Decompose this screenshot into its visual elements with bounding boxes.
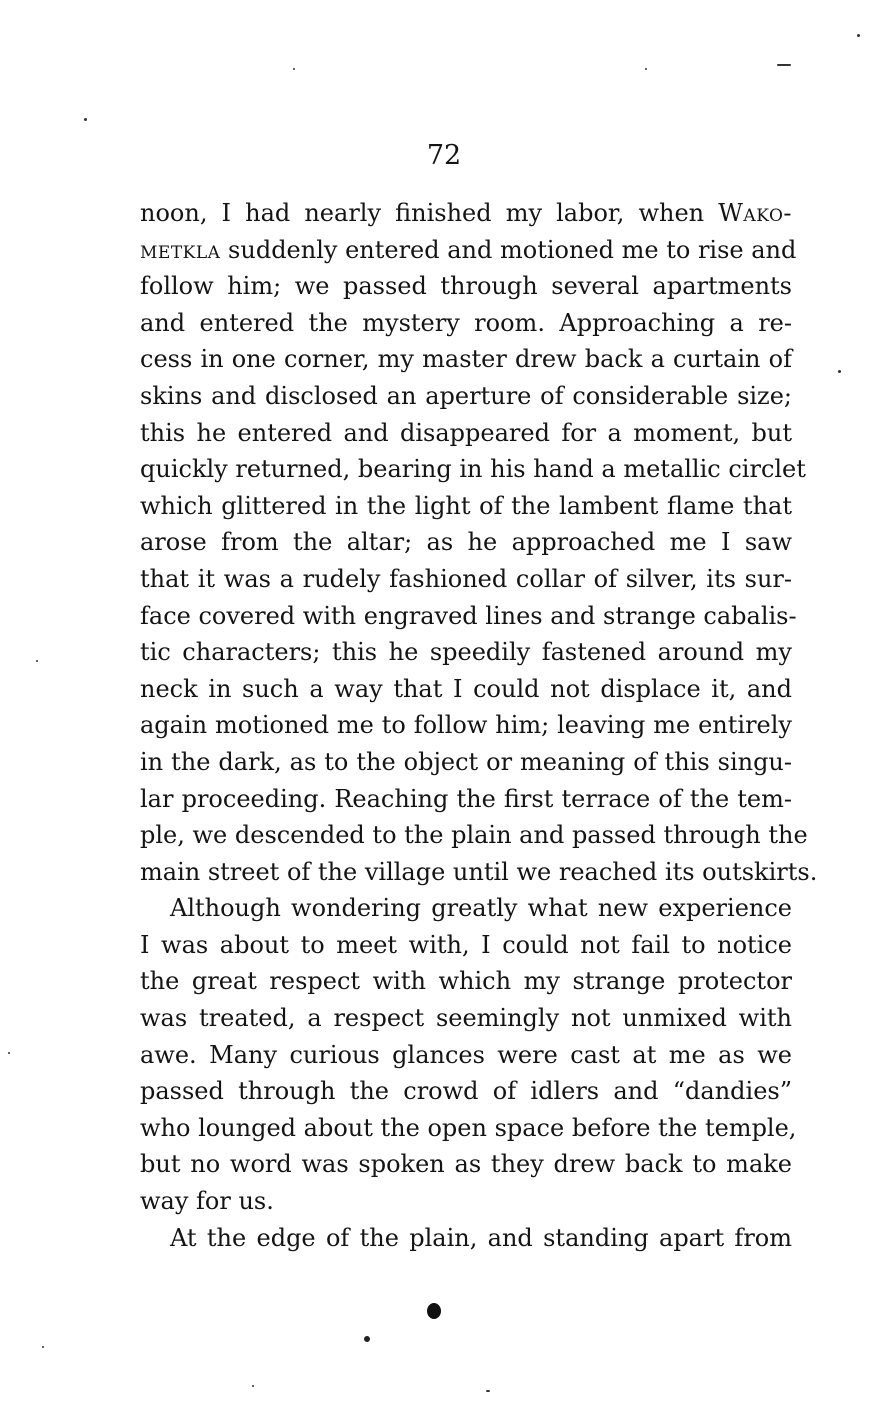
text-line xyxy=(140,890,792,927)
text-segment: who lounged about the open space before the temple, xyxy=(140,1113,797,1142)
text-segment: that it was a rudely fashioned collar of silver, its sur- xyxy=(140,564,792,593)
text-segment: noon, I had nearly finished my labor, when xyxy=(140,199,719,227)
text-segment: which glittered in the light of the lambent flame that xyxy=(140,491,792,520)
text-line xyxy=(140,1183,792,1220)
text-segment: I was about to meet with, I could not fail to notice xyxy=(140,930,792,959)
scan-speck xyxy=(857,34,860,37)
text-line xyxy=(140,781,792,818)
text-line xyxy=(140,634,792,671)
text-segment: in the dark, as to the object or meaning of this singu- xyxy=(140,747,792,776)
text-line xyxy=(140,305,792,342)
text-segment: quickly returned, bearing in his hand a metallic circlet xyxy=(140,455,806,484)
text-line xyxy=(140,415,792,452)
text-line xyxy=(140,268,792,305)
text-line xyxy=(140,671,792,708)
scan-speck xyxy=(42,1346,44,1348)
text-segment: but no word was spoken as they drew back to make xyxy=(140,1150,792,1179)
scan-speck xyxy=(777,64,791,66)
text-segment: the great respect with which my strange protector xyxy=(140,967,792,996)
text-line xyxy=(140,927,792,964)
small-caps-name: Wako- xyxy=(718,199,792,227)
text-line xyxy=(140,1073,792,1110)
text-segment: At the edge of the plain, and standing apart from xyxy=(170,1223,792,1252)
text-line xyxy=(140,488,792,525)
text-segment: ple, we descended to the plain and passed through the xyxy=(140,821,808,850)
text-segment: again motioned me to follow him; leaving me entirely xyxy=(140,711,792,740)
text-line xyxy=(140,232,797,269)
text-line xyxy=(140,598,797,635)
text-segment: way for us. xyxy=(140,1187,274,1216)
text-segment: skins and disclosed an aperture of considerable size; xyxy=(140,381,792,410)
ink-blot xyxy=(427,1303,441,1319)
small-caps-name: metkla xyxy=(140,235,221,264)
text-line xyxy=(140,1000,792,1037)
text-line xyxy=(140,378,792,415)
text-segment: tic characters; this he speedily fastened around my xyxy=(140,638,792,667)
page-number: 72 xyxy=(426,140,462,171)
text-line xyxy=(140,1220,792,1257)
text-line xyxy=(140,341,792,378)
scan-speck xyxy=(838,370,841,373)
scan-speck xyxy=(36,660,38,662)
ink-dot xyxy=(364,1336,370,1342)
text-line xyxy=(140,451,806,488)
text-segment: follow him; we passed through several apartments xyxy=(140,272,792,301)
scan-speck xyxy=(645,68,647,70)
text-line xyxy=(140,1110,797,1147)
text-segment: passed through the crowd of idlers and “dandies” xyxy=(140,1077,792,1106)
scan-speck xyxy=(486,1390,490,1392)
text-segment: suddenly entered and motioned me to rise and xyxy=(220,235,797,264)
text-segment: and entered the mystery room. Approaching a re- xyxy=(140,308,792,337)
text-line xyxy=(140,707,792,744)
text-line xyxy=(140,524,792,561)
text-segment: face covered with engraved lines and strange cabalis- xyxy=(140,601,797,630)
text-segment: awe. Many curious glances were cast at me as we xyxy=(140,1040,792,1069)
text-segment: cess in one corner, my master drew back a curtain of xyxy=(140,345,792,374)
scan-speck xyxy=(252,1385,254,1387)
text-line xyxy=(140,817,808,854)
scan-speck xyxy=(8,1052,10,1054)
text-segment: this he entered and disappeared for a moment, but xyxy=(140,418,792,447)
scan-speck xyxy=(293,68,295,70)
text-line xyxy=(140,854,818,891)
text-segment: arose from the altar; as he approached me I saw xyxy=(140,528,792,557)
text-segment: Although wondering greatly what new experience xyxy=(170,894,792,923)
text-line xyxy=(140,744,792,781)
body-text xyxy=(140,195,818,1256)
text-segment: main street of the village until we reached its outskirts. xyxy=(140,857,818,886)
scan-speck xyxy=(84,118,87,121)
text-line xyxy=(140,1146,792,1183)
text-line xyxy=(140,1037,792,1074)
text-line xyxy=(140,195,792,232)
text-segment: was treated, a respect seemingly not unmixed with xyxy=(140,1004,792,1033)
text-segment: neck in such a way that I could not displace it, and xyxy=(140,674,792,703)
text-line xyxy=(140,963,792,1000)
text-segment: lar proceeding. Reaching the first terrace of the tem- xyxy=(140,784,792,813)
text-line xyxy=(140,561,792,598)
